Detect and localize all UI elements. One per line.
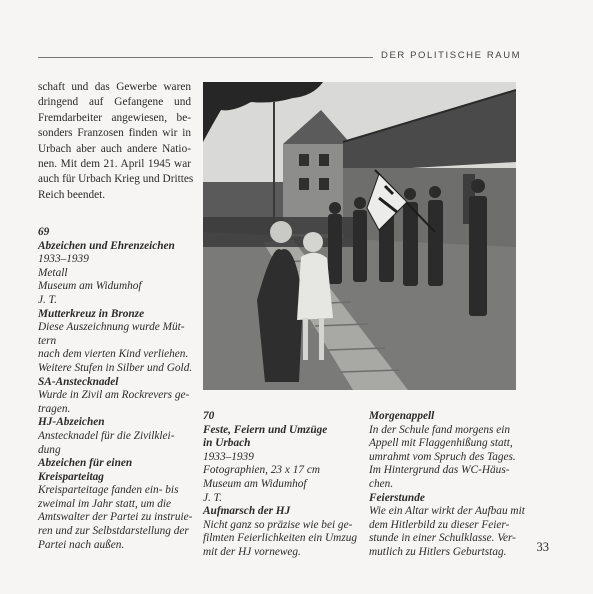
text-line: sonders Franzosen finden wir in	[38, 127, 191, 140]
subentry-title: Mutterkreuz in Bronze	[38, 307, 145, 320]
text-line: Fremdarbeiter angewiesen, be-	[38, 111, 191, 124]
text-line: Wurde in Zivil am Rockrevers ge-	[38, 389, 190, 402]
subentry-title: SA-Anstecknadel	[38, 375, 119, 388]
text-line: Wie ein Altar wirkt der Aufbau mit	[369, 505, 525, 518]
text-line: Partei nach außen.	[38, 538, 125, 551]
entry-title: in Urbach	[203, 437, 251, 450]
text-line: dung	[38, 443, 61, 456]
text-line: dringend auf Gefangene und	[38, 96, 191, 109]
text-line: tern	[38, 334, 57, 347]
text-line: Weitere Stufen in Silber und Gold.	[38, 361, 193, 374]
text-line: Kreisparteitage fanden ein- bis	[38, 484, 179, 497]
entry-location: Museum am Widumhof	[38, 280, 142, 293]
entry-location: Museum am Widumhof	[203, 477, 307, 490]
text-line: nen. Mit dem 21. April 1945 war	[38, 158, 191, 171]
photo-captions	[369, 410, 524, 560]
text-line: nach dem vierten Kind verliehen.	[38, 348, 189, 361]
parade-photograph	[203, 82, 516, 390]
text-line: Urbach aber auch andere Natio-	[38, 142, 191, 155]
text-line: dem Hitlerbild zu dieser Feier-	[369, 518, 510, 531]
subentry-title: HJ-Abzeichen	[38, 416, 105, 429]
text-line: In der Schule fand morgens ein	[369, 423, 511, 436]
text-line: Anstecknadel für die Zivilklei-	[38, 429, 175, 442]
subentry-title: Morgenappell	[369, 410, 435, 422]
catalog-entry-70	[203, 410, 363, 560]
text-line: stunde in einer Schulklasse. Ver-	[369, 532, 516, 545]
text-line: Diese Auszeichnung wurde Müt-	[38, 321, 185, 334]
text-line: mutlich zu Hitlers Geburtstag.	[369, 545, 507, 558]
text-line: zweimal im Jahr statt, um die	[38, 497, 172, 510]
text-line: Appell mit Flaggenhißung statt,	[369, 437, 513, 450]
entry-years: 1933–1939	[203, 450, 254, 463]
intro-paragraph	[38, 80, 194, 203]
header-rule	[38, 57, 373, 58]
text-line: Im Hintergrund das WC-Häus-	[369, 464, 510, 477]
entry-title: Feste, Feiern und Umzüge	[203, 423, 328, 436]
section-title: DER POLITISCHE RAUM	[381, 50, 522, 61]
text-line: schaft und das Gewerbe waren	[38, 81, 191, 93]
subentry-title: Feierstunde	[369, 491, 425, 504]
text-line: tragen.	[38, 402, 71, 415]
text-line: Reich beendet.	[38, 188, 106, 201]
page-number: 33	[536, 540, 549, 554]
entry-initials: J. T.	[38, 293, 57, 306]
text-line: Nicht ganz so präzise wie bei ge-	[203, 518, 353, 531]
entry-years: 1933–1939	[38, 253, 89, 266]
parade-photo-drawing	[203, 82, 516, 390]
text-line: chen.	[369, 477, 394, 490]
text-line: Amtswalter der Partei zu instruie-	[38, 511, 193, 524]
text-line: ren und zur Selbstdarstellung der	[38, 525, 189, 538]
entry-number: 69	[38, 226, 50, 238]
entry-material: Metall	[38, 266, 68, 279]
text-line: filmten Feierlichkeiten ein Umzug	[203, 532, 358, 545]
entry-number: 70	[203, 410, 215, 422]
text-line: umrahmt vom Spruch des Tages.	[369, 450, 516, 463]
entry-medium: Fotographien, 23 x 17 cm	[203, 464, 321, 477]
subentry-title: Abzeichen für einen	[38, 457, 133, 470]
subentry-title: Aufmarsch der HJ	[203, 505, 291, 518]
text-line: mit der HJ vorneweg.	[203, 545, 301, 558]
entry-title: Abzeichen und Ehrenzeichen	[38, 239, 175, 252]
text-line: auch für Urbach Krieg und Drittes	[38, 173, 194, 186]
subentry-title: Kreisparteitag	[38, 470, 104, 483]
entry-initials: J. T.	[203, 491, 222, 504]
catalog-entry-69	[38, 226, 198, 552]
